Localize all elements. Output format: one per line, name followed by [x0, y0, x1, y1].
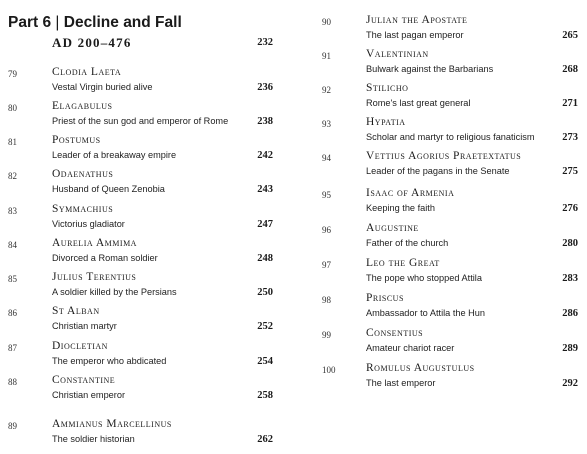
entry-name: Julius Terentius [52, 271, 137, 283]
entry-name: Symmachius [52, 203, 114, 215]
entry-name: Diocletian [52, 340, 108, 352]
entry-number: 86 [8, 308, 17, 318]
toc-entry [8, 271, 273, 305]
entry-page-number: 289 [562, 343, 578, 354]
entry-name: Postumus [52, 134, 101, 146]
entry-page-number: 242 [257, 150, 273, 161]
entry-name: Hypatia [366, 116, 406, 128]
entry-description: A soldier killed by the Persians [52, 287, 177, 297]
toc-entry [322, 150, 578, 184]
entry-number: 88 [8, 377, 17, 387]
entry-number: 85 [8, 274, 17, 284]
toc-entry [8, 134, 273, 168]
part-title: Decline and Fall [63, 14, 182, 31]
entry-page-number: 243 [257, 184, 273, 195]
entry-page-number: 236 [257, 82, 273, 93]
entry-name: Vettius Agorius Praetextatus [366, 150, 522, 162]
entry-description: Leader of a breakaway empire [52, 150, 177, 160]
part-dates: AD 200–476 [52, 35, 132, 50]
entry-name: Priscus [366, 292, 404, 304]
entry-number: 82 [8, 171, 17, 181]
entry-page-number: 292 [562, 378, 578, 389]
toc-entry [322, 222, 578, 256]
entry-number: 87 [8, 343, 17, 353]
toc-entry [8, 305, 273, 339]
entry-page-number: 286 [562, 308, 578, 319]
entry-page-number: 265 [562, 30, 578, 41]
entry-page-number: 280 [562, 238, 578, 249]
entry-number: 81 [8, 137, 17, 147]
entry-number: 79 [8, 69, 17, 79]
entry-name: Consentius [366, 327, 424, 339]
entry-page-number: 283 [562, 273, 578, 284]
part-page-number: 232 [257, 37, 273, 48]
entry-number: 92 [322, 85, 331, 95]
entry-name: Ammianus Marcellinus [52, 418, 172, 430]
entry-description: Leader of the pagans in the Senate [366, 166, 510, 176]
toc-entry [322, 327, 578, 361]
toc-entry [322, 14, 578, 48]
entry-name: Odaenathus [52, 168, 114, 180]
entry-description: Ambassador to Attila the Hun [366, 308, 485, 318]
toc-entry [322, 82, 578, 116]
toc-entry [322, 116, 578, 150]
entry-page-number: 258 [257, 390, 273, 401]
entry-name: Elagabulus [52, 100, 113, 112]
entry-name: Clodia Laeta [52, 66, 122, 78]
entry-number: 90 [322, 17, 331, 27]
entry-number: 91 [322, 51, 331, 61]
entry-name: Constantine [52, 374, 116, 386]
entry-name: Stilicho [366, 82, 409, 94]
entry-description: Christian emperor [52, 390, 126, 400]
entry-number: 95 [322, 190, 331, 200]
part-label: Part 6 [8, 14, 52, 31]
toc-entry [8, 374, 273, 408]
entry-name: Romulus Augustulus [366, 362, 475, 374]
part-separator: | [55, 14, 60, 31]
part-heading [8, 14, 273, 32]
entry-page-number: 276 [562, 203, 578, 214]
entry-number: 97 [322, 260, 331, 270]
toc-entry [8, 100, 273, 134]
toc-entry [8, 237, 273, 271]
entry-description: The last pagan emperor [366, 30, 464, 40]
entry-number: 84 [8, 240, 17, 250]
entry-name: Augustine [366, 222, 419, 234]
entry-number: 80 [8, 103, 17, 113]
entry-number: 83 [8, 206, 17, 216]
entry-description: The pope who stopped Attila [366, 273, 482, 283]
entry-name: Leo the Great [366, 257, 440, 269]
entry-number: 94 [322, 153, 331, 163]
entry-name: Aurelia Ammima [52, 237, 137, 249]
entry-description: Bulwark against the Barbarians [366, 64, 494, 74]
entry-number: 99 [322, 330, 331, 340]
entry-page-number: 262 [257, 434, 273, 445]
entry-name: St Alban [52, 305, 100, 317]
entry-description: Rome's last great general [366, 98, 471, 108]
toc-entry [8, 418, 273, 452]
entry-number: 89 [8, 421, 17, 431]
entry-page-number: 238 [257, 116, 273, 127]
entry-number: 98 [322, 295, 331, 305]
entry-description: Christian martyr [52, 321, 117, 331]
entry-page-number: 275 [562, 166, 578, 177]
entry-description: Husband of Queen Zenobia [52, 184, 165, 194]
entry-description: Scholar and martyr to religious fanaticism [366, 132, 535, 142]
entry-page-number: 273 [562, 132, 578, 143]
toc-entry [322, 48, 578, 82]
part-header [8, 14, 273, 55]
toc-entry [8, 168, 273, 202]
entry-page-number: 247 [257, 219, 273, 230]
entry-number: 100 [322, 365, 336, 375]
entry-number: 93 [322, 119, 331, 129]
toc-entry [8, 203, 273, 237]
entry-page-number: 250 [257, 287, 273, 298]
entry-description: Priest of the sun god and emperor of Rome [52, 116, 229, 126]
entry-page-number: 268 [562, 64, 578, 75]
entry-description: The last emperor [366, 378, 436, 388]
entry-description: Father of the church [366, 238, 449, 248]
entry-name: Julian the Apostate [366, 14, 468, 26]
entry-description: The emperor who abdicated [52, 356, 167, 366]
entry-page-number: 271 [562, 98, 578, 109]
toc-entry [8, 340, 273, 374]
entry-page-number: 254 [257, 356, 273, 367]
entry-description: Keeping the faith [366, 203, 435, 213]
entry-page-number: 248 [257, 253, 273, 264]
entry-number: 96 [322, 225, 331, 235]
toc-entry [322, 362, 578, 396]
entry-name: Isaac of Armenia [366, 187, 455, 199]
entry-description: The soldier historian [52, 434, 135, 444]
toc-entry [322, 257, 578, 291]
part-sub-row [8, 35, 273, 55]
toc-entry [8, 66, 273, 100]
toc-entry [322, 292, 578, 326]
entry-description: Vestal Virgin buried alive [52, 82, 153, 92]
entry-page-number: 252 [257, 321, 273, 332]
entry-description: Victorius gladiator [52, 219, 125, 229]
toc-entry [322, 187, 578, 221]
entry-description: Amateur chariot racer [366, 343, 455, 353]
entry-description: Divorced a Roman soldier [52, 253, 158, 263]
entry-name: Valentinian [366, 48, 429, 60]
